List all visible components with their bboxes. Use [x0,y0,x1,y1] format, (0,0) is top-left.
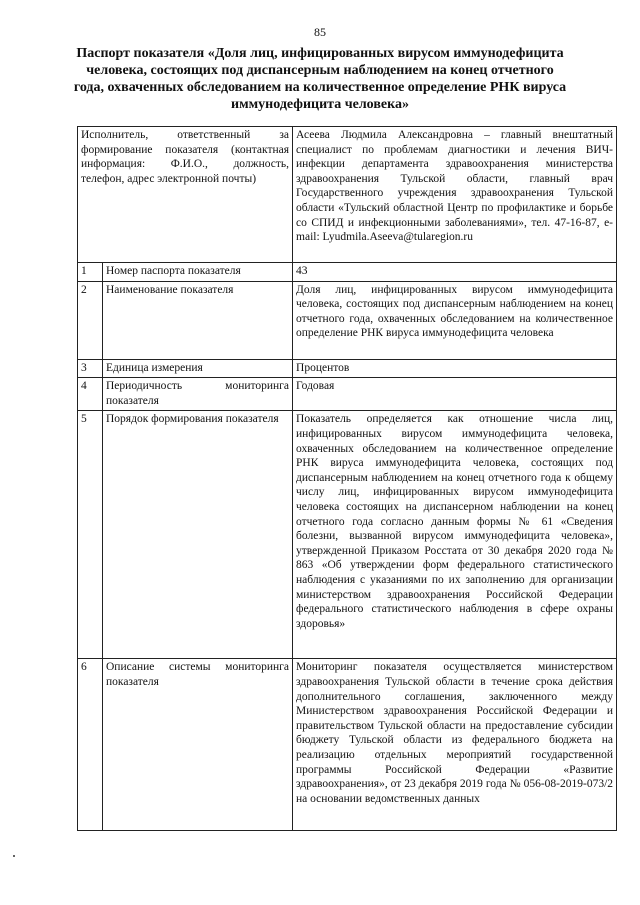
row-number: 1 [78,263,103,282]
table-row [78,127,617,263]
row-number: 6 [78,659,103,831]
row-label: Наименование показателя [103,281,293,359]
row-number: 4 [78,378,103,411]
responsible-value: Асеева Людмила Александровна – главный внештатный специалист по проблемам диагностики и лечения ВИЧ-инфекции департамента здравоохранения министерства здравоохранения Тульской области, главный врач Государственного учреждения здравоохранения Тульской области «Тульский областной Центр по профилактике и борьбе со СПИД и инфекционными заболеваниями», тел. 47-16-87, e-mail: Lyudmila.Aseeva@tularegion.ru [293,127,617,263]
table-row [78,378,617,411]
row-label: Порядок формирования показателя [103,411,293,659]
row-value: Показатель определяется как отношение числа лиц, инфицированных вирусом иммунодефицита человека, охваченных обследованием на количественное определение РНК вируса иммунодефицита человека, состоящих под диспансерным наблюдением на конец отчетного года к общему числу лиц, инфицированных вирусом иммунодефицита человека состоящих на диспансерном наблюдении на конец отчетного года согласно данным формы № 61 «Сведения болезни, вызванной вирусом иммунодефицита человека», утвержденной Приказом Росстата от 30 декабря 2020 года № 863 «Об утверждении форм федерального статистического наблюдения с указаниями по их заполнению для организации министерством здравоохранения Российской Федерации федерального статистического наблюдения в сфере охраны здоровья» [293,411,617,659]
indicator-passport-table [77,126,617,831]
table-row [78,359,617,378]
row-number: 2 [78,281,103,359]
row-label: Описание системы мониторинга показателя [103,659,293,831]
table-row [78,281,617,359]
row-value: Годовая [293,378,617,411]
row-value: 43 [293,263,617,282]
page-number: 85 [314,25,326,39]
responsible-label: Исполнитель, ответственный за формирование показателя (контактная информация: Ф.И.О., должность, телефон, адрес электронной почты) [78,127,293,263]
row-value: Процентов [293,359,617,378]
page-title: Паспорт показателя «Доля лиц, инфицированных вирусом иммунодефицита человека, состоящих под диспансерным наблюдением на конец отчетного года, охваченных обследованием на количественное определение РНК вируса иммунодефицита человека» [73,46,567,112]
table-row [78,659,617,831]
row-value: Мониторинг показателя осуществляется министерством здравоохранения Тульской области в течение срока действия дополнительного соглашения, заключенного между Министерством здравоохранения Российской Федерации и правительством Тульской области на предоставление субсидии бюджету Тульской области из федерального бюджета на реализацию отдельных мероприятий государственной программы Российской Федерации «Развитие здравоохранения», от 23 декабря 2019 года № 056-08-2019-073/2 на основании ведомственных данных [293,659,617,831]
row-label: Периодичность мониторинга показателя [103,378,293,411]
table-row [78,411,617,659]
row-number: 3 [78,359,103,378]
scan-speck [13,855,15,857]
table-row [78,263,617,282]
row-value: Доля лиц, инфицированных вирусом иммунодефицита человека, состоящих под диспансерным наблюдением на конец отчетного года, охваченных обследованием на количественное определение РНК вируса иммунодефицита человека [293,281,617,359]
row-label: Единица измерения [103,359,293,378]
row-label: Номер паспорта показателя [103,263,293,282]
row-number: 5 [78,411,103,659]
